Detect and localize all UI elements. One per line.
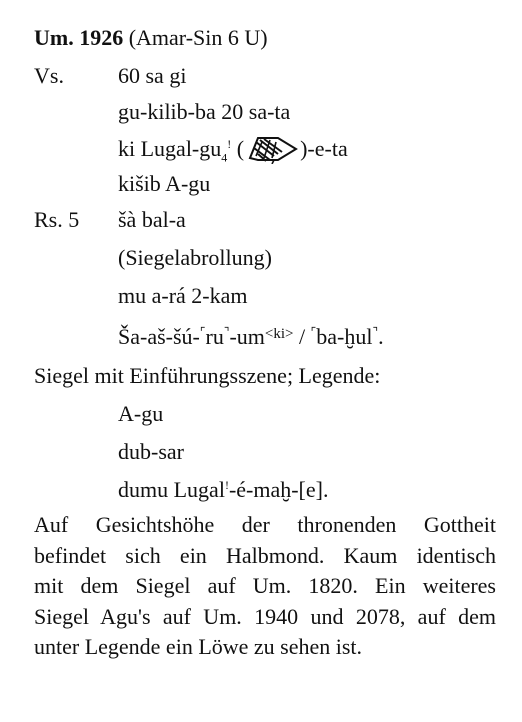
reverse-line-5: šà bal-a <box>118 207 186 232</box>
line-8-part-f: ba-ḫul <box>316 324 373 349</box>
reverse-line-7: mu a-rá 2-kam <box>118 283 248 308</box>
seal-intro: Siegel mit Einführungsszene; Legende: <box>34 363 381 388</box>
seal-legend-name: A-gu <box>118 401 164 426</box>
commentary-line-5: unter Legende ein Löwe zu sehen ist. <box>34 634 363 659</box>
half-bracket-open-2: ⌜ <box>310 325 317 339</box>
half-bracket-close-2: ⌝ <box>372 325 379 339</box>
commentary-line-1: Auf Gesichtshöhe der thronenden Gottheit <box>34 512 496 537</box>
reverse-line-6: (Siegelabrollung) <box>118 245 272 270</box>
half-bracket-open: ⌜ <box>199 325 206 339</box>
line-3-prefix: ki Lugal-gu <box>118 136 222 161</box>
line-3-suffix: )-e-ta <box>300 136 348 161</box>
line-8-separator: / <box>293 324 311 349</box>
obverse-label: Vs. <box>34 63 64 88</box>
obverse-line-4: kišib A-gu <box>118 171 211 196</box>
line-3-mark: ! <box>227 137 232 151</box>
commentary-line-3: mit dem Siegel auf Um. 1820. Ein weiteres <box>34 573 496 598</box>
entry-header <box>34 24 268 52</box>
commentary-line-4: Siegel Agu's auf Um. 1940 und 2078, auf dem <box>34 603 496 629</box>
reverse-label: Rs. 5 <box>34 207 80 232</box>
line-3-open: ( <box>236 136 245 161</box>
date-note: (Amar-Sin 6 U) <box>128 25 268 50</box>
seal-legend-lineage <box>118 476 328 504</box>
commentary-line-2: befindet sich ein Halbmond. Kaum identisch <box>34 542 496 568</box>
cuneiform-sign-drawing <box>244 134 300 164</box>
line-8-part-b: ru <box>205 324 224 349</box>
line-3-subscript: 4 <box>221 150 228 165</box>
obverse-line-2: gu-kilib-ba 20 sa-ta <box>118 99 291 124</box>
obverse-line-3 <box>118 134 348 171</box>
determinative: <ki> <box>264 326 294 342</box>
commentary-paragraph <box>34 510 496 663</box>
lineage-part-a: dumu Lugal <box>118 477 225 502</box>
line-8-part-a: Ša-aš-šú- <box>118 324 200 349</box>
lineage-mark: ! <box>224 478 229 492</box>
line-8-part-g: . <box>378 324 384 349</box>
lineage-part-b: -é-maḫ-[e]. <box>228 477 329 502</box>
seal-legend-title: dub-sar <box>118 439 184 464</box>
text-id: Um. 1926 <box>34 25 124 50</box>
line-8-part-c: -um <box>229 324 265 349</box>
reverse-line-8 <box>118 320 384 351</box>
half-bracket-close: ⌝ <box>223 325 230 339</box>
obverse-line-1: 60 sa gi <box>118 63 187 88</box>
